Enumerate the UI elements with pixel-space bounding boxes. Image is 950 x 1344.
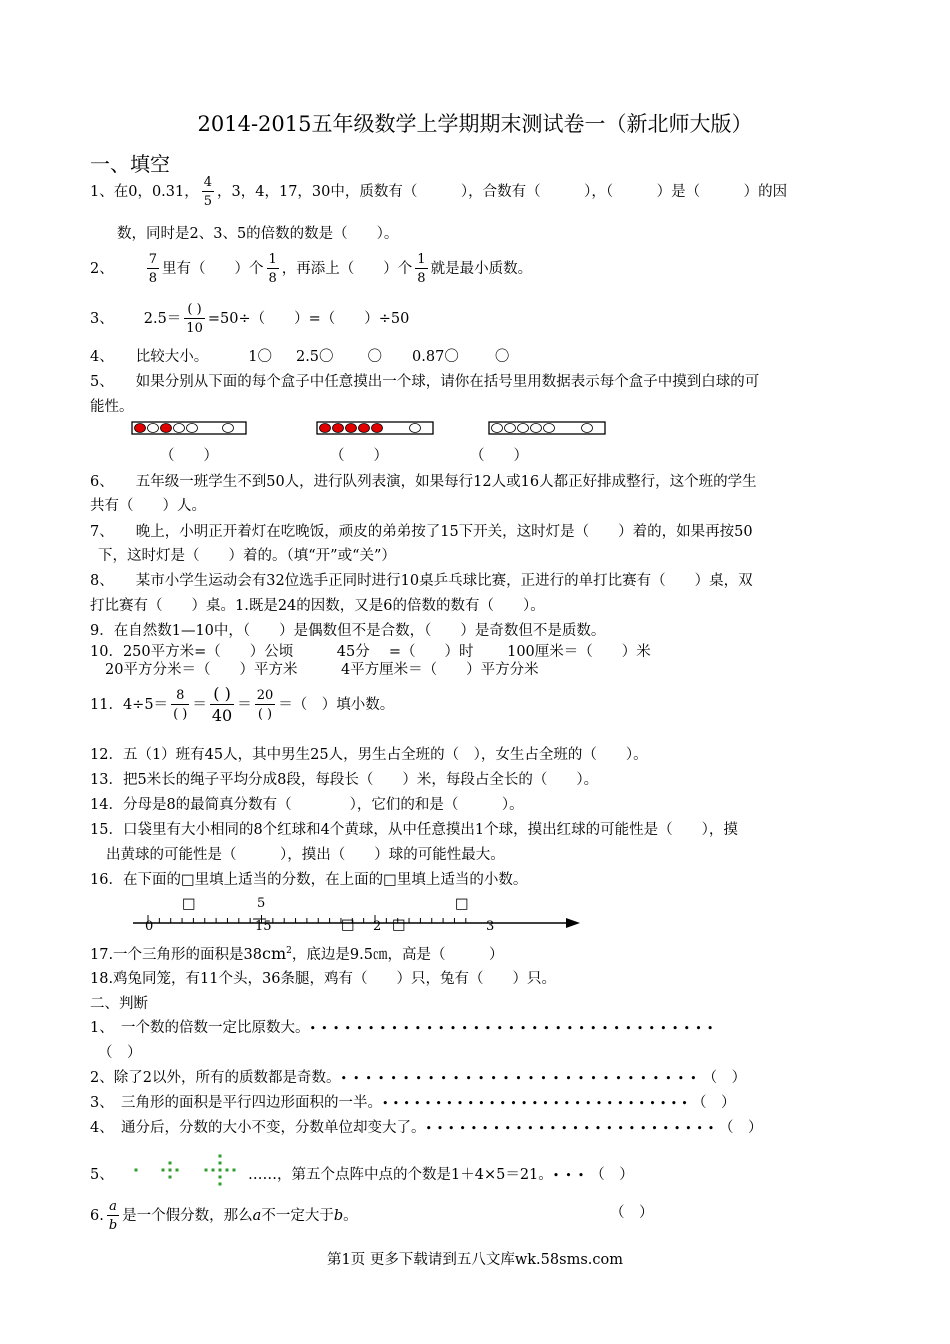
number-line-zero: 0 <box>145 919 154 934</box>
green-dot <box>169 1169 172 1172</box>
q5-blank-2: （ ） <box>330 448 388 464</box>
ball-white <box>174 424 185 433</box>
number-line <box>0 910 950 940</box>
green-dot <box>205 1169 208 1172</box>
ball-white <box>582 424 593 433</box>
question-1 <box>90 176 787 208</box>
number-line-two: 2 <box>373 919 382 934</box>
judge-4: 4、 通分后，分数的大小不变，分数单位却变大了。••••••••••••••••••••••••••（ ） <box>90 1120 763 1136</box>
number-line-bottom-label: 15 <box>255 919 272 934</box>
question-18: 18.鸡兔同笼，有11个头，36条腿，鸡有（ ）只，兔有（ ）只。 <box>90 971 556 987</box>
green-dot <box>169 1162 172 1165</box>
judge-2: 2、除了2以外，所有的质数都是奇数。•••••••••••••••••••••••••••••（ ） <box>90 1070 747 1086</box>
question-11: 11．4÷5＝ $\frac{8}{( )}$ ＝ $\frac{( )}{40}$ ＝ $\frac{20}{( )}$ ＝（ ）填小数。 <box>90 684 395 725</box>
green-dot <box>169 1176 172 1179</box>
question-5-cont: 能性。 <box>90 399 134 415</box>
dot-array-figure <box>126 1150 246 1190</box>
question-15-cont: 出黄球的可能性是（ ），摸出（ ）球的可能性最大。 <box>106 847 505 863</box>
ball-red <box>161 424 172 433</box>
question-10-cont: 20平方分米＝（ ）平方米 4平方厘米＝（ ）平方分米 <box>105 662 539 678</box>
number-line-top-label: 5 <box>257 896 266 911</box>
q11-fraction-3: $\frac{20}{( )}$ <box>256 688 274 722</box>
ball-white <box>518 424 529 433</box>
question-6-cont: 共有（ ）人。 <box>90 498 206 514</box>
ball-white <box>410 424 421 433</box>
question-10: 10．250平方米=（ ）公顷 45分 =（ ）时 100厘米＝（ ）米 <box>90 644 651 660</box>
green-dot <box>135 1169 138 1172</box>
question-1-cont: 数，同时是2、3、5的倍数的数是（ ）。 <box>117 226 399 242</box>
q1-text-b: ，3，4，17，30中，质数有（ ），合数有（ ），（ ）是（ ）的因 <box>217 184 788 200</box>
judge-1: 1、 一个数的倍数一定比原数大。••••••••••••••••••••••••••••••••••• <box>90 1020 719 1036</box>
question-17: 17.一个三角形的面积是$38cm^2$，底边是9.5㎝，高是（ ） <box>90 944 504 963</box>
number-line-bottom-box-2: □ <box>392 917 406 933</box>
ball-white <box>505 424 516 433</box>
question-14: 14．分母是8的最简真分数有（ ），它们的和是（ ）。 <box>90 797 524 813</box>
section-heading-fill-in: 一、填空 <box>90 152 170 176</box>
page-title: 2014-2015五年级数学上学期期末测试卷一（新北师大版） <box>197 112 753 136</box>
q3-fraction: $\frac{( )}{10}$ <box>186 302 203 336</box>
judge-5: ……，第五个点阵中点的个数是1＋4×5＝21。•••（ ） <box>248 1167 634 1183</box>
question-5: 5、 如果分别从下面的每个盒子中任意摸出一个球，请你在括号里用数据表示每个盒子中摸到白球的可 <box>90 374 760 390</box>
green-dot <box>219 1169 222 1172</box>
question-6: 6、 五年级一班学生不到50人，进行队列表演，如果每行12人或16人都正好排成整行，这个班的学生 <box>90 474 757 490</box>
judge-3: 3、 三角形的面积是平行四边形面积的一半。•••••••••••••••••••••••••••••（ ） <box>90 1095 736 1111</box>
ball-white <box>544 424 555 433</box>
ball-box-2 <box>317 422 433 434</box>
judge-6: 6. $\frac{a}{b}$ 是一个假分数，那么a不一定大于b。 <box>90 1199 358 1233</box>
q11-fraction-1: $\frac{8}{( )}$ <box>173 688 188 722</box>
q2-fraction-3: $\frac{1}{8}$ <box>417 252 426 286</box>
green-dot <box>176 1169 179 1172</box>
green-dot <box>219 1162 222 1165</box>
page-footer: 第1页 更多下载请到五八文库wk.58sms.com <box>327 1252 623 1268</box>
green-dot <box>162 1169 165 1172</box>
question-7-cont: 下，这时灯是（ ）着的。（填“开”或“关”） <box>98 548 396 564</box>
ball-white <box>148 424 159 433</box>
number-line-top-box-2: □ <box>455 896 469 912</box>
question-7: 7、 晚上，小明正开着灯在吃晚饭，顽皮的弟弟按了15下开关，这时灯是（ ）着的，如果再按50 <box>90 524 753 540</box>
ball-white <box>187 424 198 433</box>
q11-fraction-2: $\frac{( )}{40}$ <box>211 684 233 725</box>
question-2: 2、 $\frac{7}{8}$ 里有（ ）个 $\frac{1}{8}$ ，再添上（ ）个 $\frac{1}{8}$ 就是最小质数。 <box>90 252 533 286</box>
question-13: 13．把5米长的绳子平均分成8段，每段长（ ）米，每段占全长的（ ）。 <box>90 772 599 788</box>
q2-fraction-2: $\frac{1}{8}$ <box>268 252 277 286</box>
green-dot <box>226 1169 229 1172</box>
j6-fraction: $\frac{a}{b}$ <box>108 1199 118 1233</box>
judge-6-blank: （ ） <box>610 1205 654 1221</box>
green-dot <box>212 1169 215 1172</box>
q2-fraction-1: $\frac{7}{8}$ <box>148 252 158 286</box>
number-line-three: 3 <box>486 919 495 934</box>
question-4: 4、 比较大小。 1〇 2.5〇 〇 0.87〇 〇 <box>90 349 510 365</box>
ball-red <box>135 424 146 433</box>
ball-box-1 <box>132 422 246 434</box>
ball-red <box>346 424 357 433</box>
judge-1-blank: （ ） <box>98 1045 142 1061</box>
question-12: 12．五（1）班有45人，其中男生25人，男生占全班的（ ），女生占全班的（ ）。 <box>90 747 648 763</box>
ball-red <box>359 424 370 433</box>
q1-text-a: 1、在0，0.31， <box>90 184 199 200</box>
question-15: 15．口袋里有大小相同的8个红球和4个黄球，从中任意摸出1个球，摸出红球的可能性是（ ），摸 <box>90 822 738 838</box>
question-16: 16．在下面的□里填上适当的分数，在上面的□里填上适当的小数。 <box>90 872 528 888</box>
number-line-top-box-1: □ <box>182 896 196 912</box>
number-line-bottom-box-1: □ <box>341 917 355 933</box>
question-8-cont: 打比赛有（ ）桌。1.既是24的因数，又是6的倍数的数有（ ）。 <box>90 598 545 614</box>
q5-blank-1: （ ） <box>160 448 218 464</box>
question-9: 9．在自然数1—10中，（ ）是偶数但不是合数，（ ）是奇数但不是质数。 <box>90 623 606 639</box>
ball-box-3 <box>489 422 605 434</box>
section-heading-judge: 二、判断 <box>90 996 148 1012</box>
ball-red <box>333 424 344 433</box>
green-dot <box>219 1176 222 1179</box>
q1-fraction: $\frac{4}{5}$ <box>203 175 213 209</box>
ball-red <box>372 424 383 433</box>
ball-white <box>492 424 503 433</box>
ball-white <box>223 424 234 433</box>
green-dot <box>219 1155 222 1158</box>
green-dot <box>219 1183 222 1186</box>
judge-5-num: 5、 <box>90 1167 114 1183</box>
ball-red <box>320 424 331 433</box>
ball-white <box>531 424 542 433</box>
green-dot <box>233 1169 236 1172</box>
q5-blank-3: （ ） <box>470 448 528 464</box>
ball-boxes <box>0 418 950 448</box>
question-8: 8、 某市小学生运动会有32位选手正同时进行10桌乒乓球比赛，正进行的单打比赛有（ ）桌，双 <box>90 573 753 589</box>
question-3: 3、 2.5＝ $\frac{( )}{10}$ =50÷（ ）=（ ）÷50 <box>90 302 410 336</box>
